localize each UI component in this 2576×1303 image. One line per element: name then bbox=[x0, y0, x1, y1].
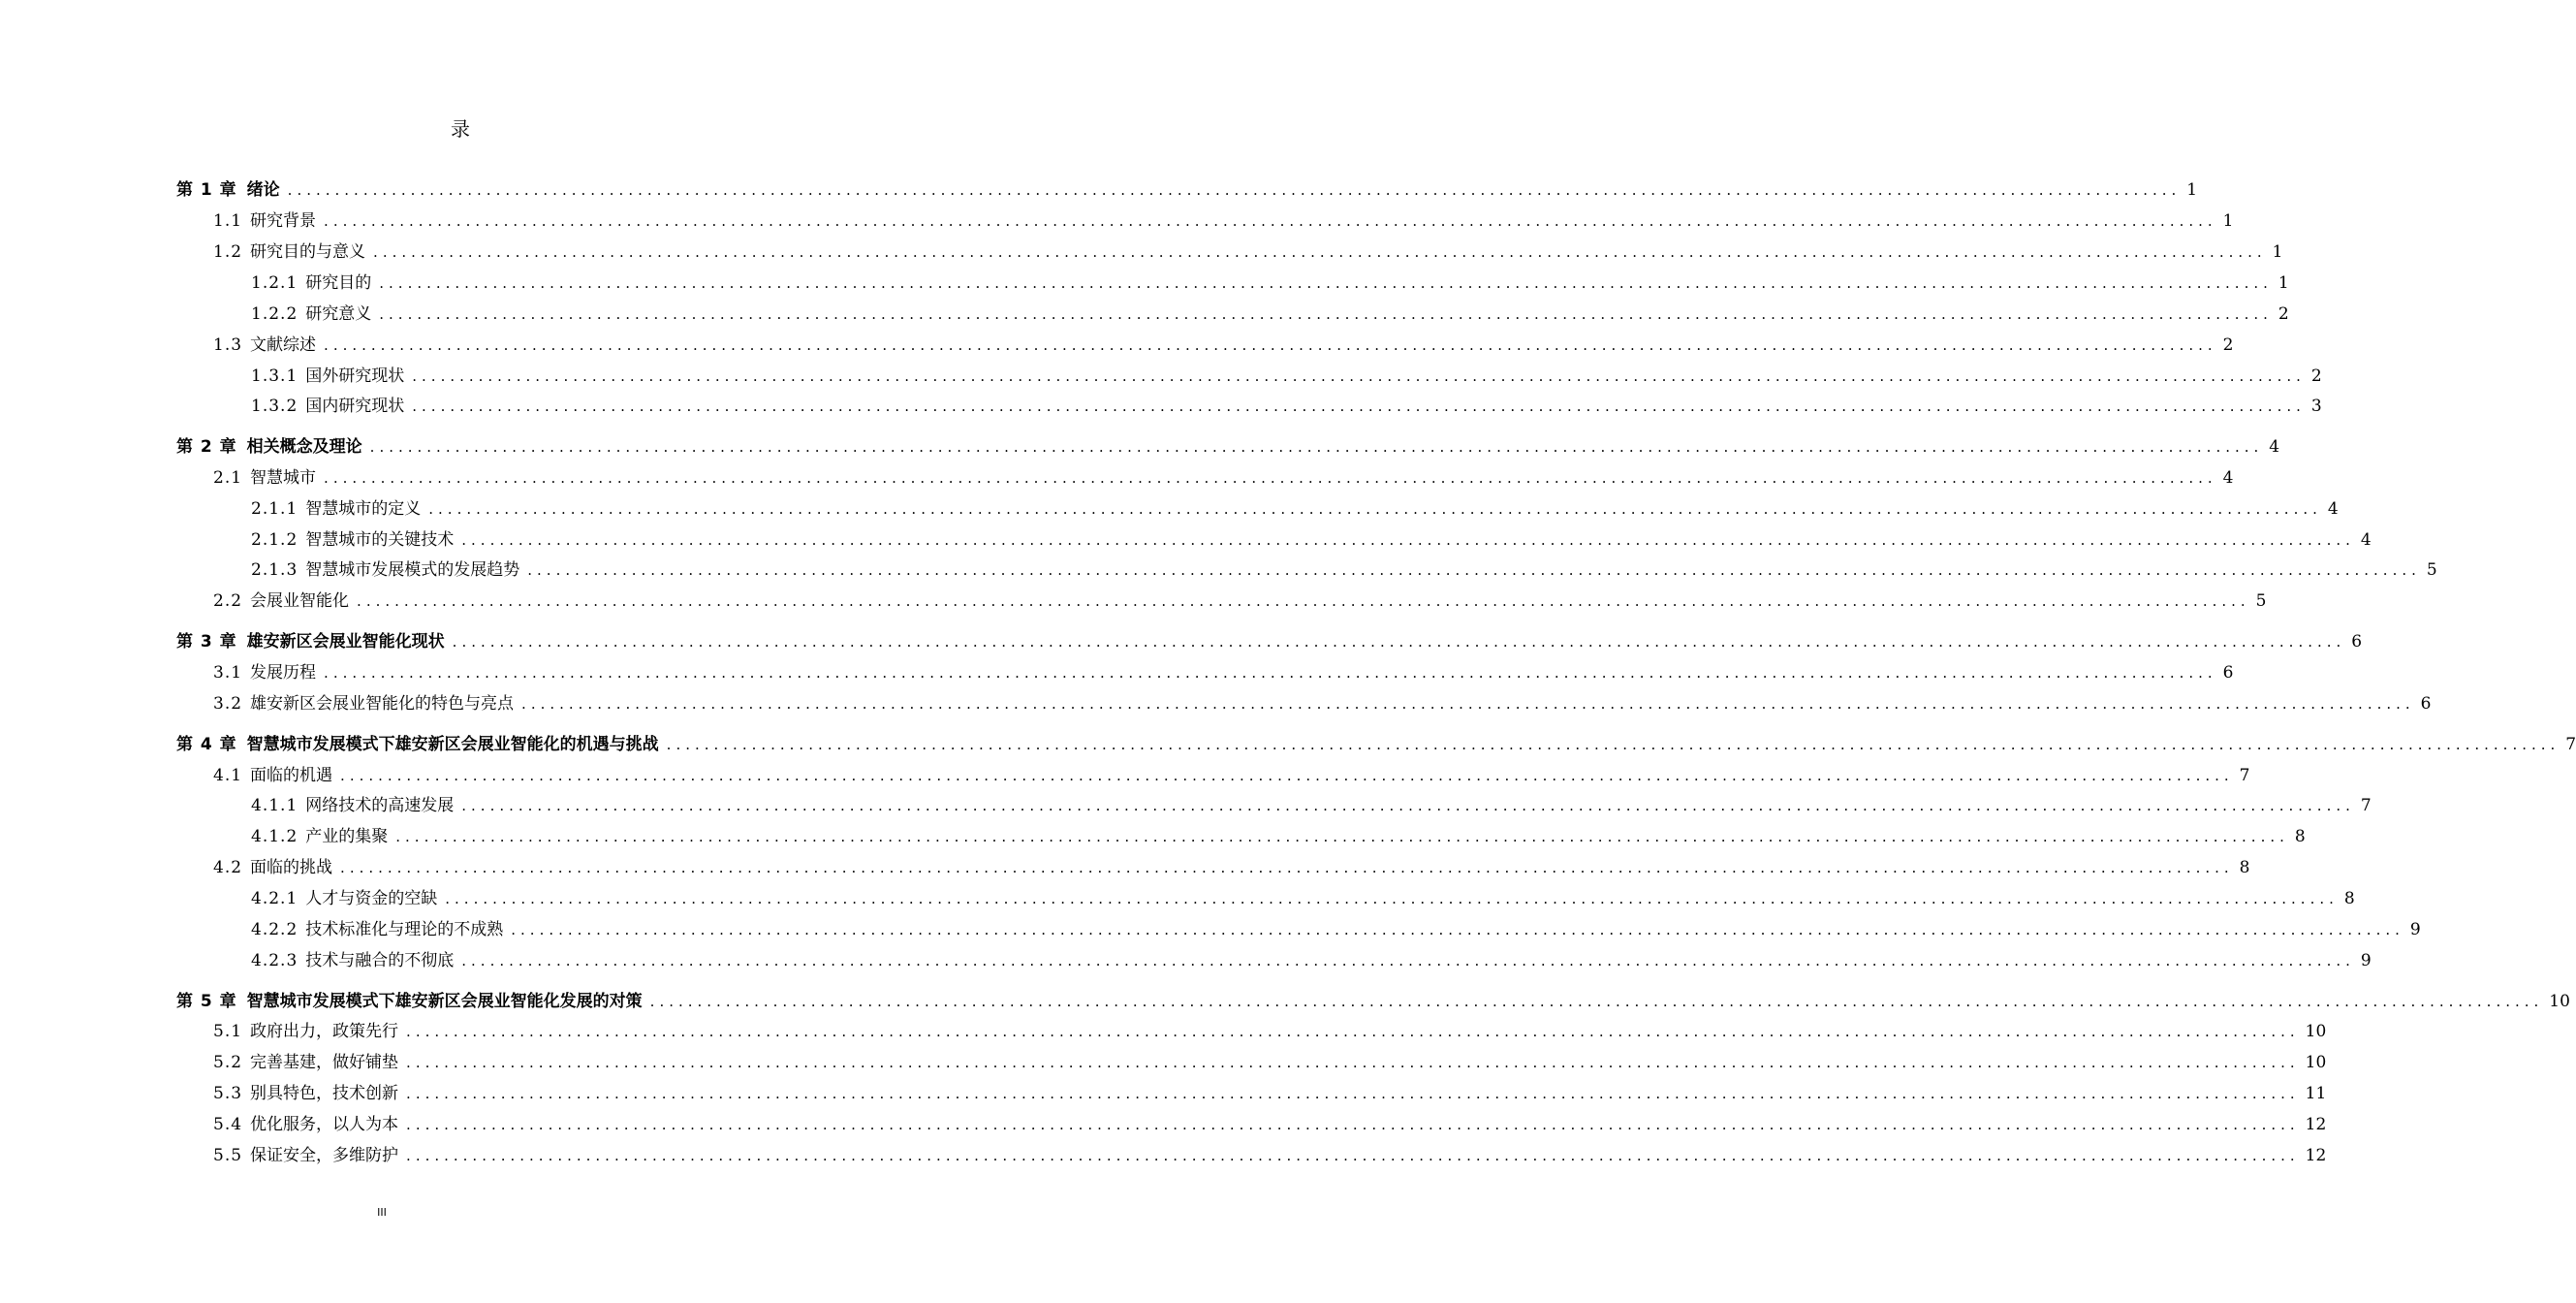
toc-section-entry bbox=[176, 556, 2437, 584]
toc-leader-dots: ........................................................................................................................................................................................................ bbox=[287, 181, 2182, 199]
toc-entry-page: 7 bbox=[2239, 766, 2250, 785]
toc-leader-dots: ........................................................................................................................................................................................................ bbox=[406, 1023, 2300, 1040]
toc-section-entry bbox=[176, 1018, 2327, 1045]
toc-entry-title: 智慧城市发展模式下雄安新区会展业智能化的机遇与挑战 bbox=[246, 735, 659, 754]
toc-section-entry bbox=[176, 301, 2289, 328]
toc-leader-dots: ........................................................................................................................................................................................................ bbox=[406, 1147, 2300, 1164]
toc-entry-title: 绪论 bbox=[246, 180, 280, 200]
toc-entry-number: 3.1 bbox=[213, 663, 243, 683]
toc-entry-number: 5.1 bbox=[213, 1022, 243, 1041]
toc-section-entry bbox=[176, 659, 2234, 686]
toc-leader-dots: ........................................................................................................................................................................................................ bbox=[379, 305, 2273, 323]
toc-entry-number: 4.2.1 bbox=[251, 889, 298, 908]
toc-entry-page: 6 bbox=[2351, 632, 2363, 652]
page-number: III bbox=[377, 1206, 387, 1219]
toc-entry-number: 2.1.1 bbox=[251, 499, 298, 519]
toc-entry-page: 9 bbox=[2360, 951, 2372, 970]
toc-leader-dots: ........................................................................................................................................................................................................ bbox=[406, 1054, 2300, 1071]
toc-entry-title: 技术标准化与理论的不成熟 bbox=[305, 920, 504, 939]
toc-entry-number: 4.1.2 bbox=[251, 827, 298, 846]
toc-entry-title: 智慧城市 bbox=[250, 468, 317, 488]
toc-entry-page: 6 bbox=[2222, 663, 2234, 683]
toc-entry-page: 11 bbox=[2305, 1084, 2327, 1103]
toc-entry-number: 2.1.3 bbox=[251, 560, 298, 580]
toc-leader-dots: ........................................................................................................................................................................................................ bbox=[461, 797, 2355, 814]
toc-leader-dots: ........................................................................................................................................................................................................ bbox=[324, 664, 2217, 682]
toc-section-entry bbox=[176, 332, 2234, 359]
toc-entry-title: 完善基建，做好铺垫 bbox=[250, 1053, 399, 1072]
toc-entry-page: 4 bbox=[2360, 530, 2372, 550]
toc-entry-title: 别具特色，技术创新 bbox=[250, 1084, 399, 1103]
toc-entry-page: 10 bbox=[2305, 1053, 2327, 1072]
toc-section-entry bbox=[176, 207, 2234, 235]
toc-section-entry bbox=[176, 363, 2322, 390]
toc-leader-dots: ........................................................................................................................................................................................................ bbox=[373, 243, 2267, 261]
toc-entry-page: 1 bbox=[2272, 242, 2283, 262]
toc-entry-number: 第 4 章 bbox=[176, 735, 237, 754]
toc-leader-dots: ........................................................................................................................................................................................................ bbox=[428, 500, 2322, 518]
toc-entry-title: 研究背景 bbox=[250, 211, 317, 231]
toc-entry-number: 2.1.2 bbox=[251, 530, 298, 550]
toc-leader-dots: ........................................................................................................................................................................................................ bbox=[324, 469, 2217, 487]
toc-entry-title: 智慧城市发展模式下雄安新区会展业智能化发展的对策 bbox=[246, 992, 643, 1011]
toc-entry-page: 8 bbox=[2294, 827, 2306, 846]
toc-entry-title: 网络技术的高速发展 bbox=[305, 796, 455, 815]
toc-entry-title: 研究意义 bbox=[305, 304, 372, 324]
toc-entry-title: 智慧城市的定义 bbox=[305, 499, 422, 519]
toc-leader-dots: ........................................................................................................................................................................................................ bbox=[406, 1116, 2300, 1133]
toc-entry-title: 研究目的 bbox=[305, 273, 372, 293]
toc-entry-number: 1.3 bbox=[213, 335, 243, 355]
toc-entry-number: 1.1 bbox=[213, 211, 243, 231]
toc-entry-page: 2 bbox=[2222, 335, 2234, 355]
toc-entry-number: 2.2 bbox=[213, 591, 243, 611]
toc-entry-number: 4.2 bbox=[213, 858, 243, 877]
toc-leader-dots: ........................................................................................................................................................................................................ bbox=[666, 736, 2560, 753]
toc-entry-page: 4 bbox=[2327, 499, 2339, 519]
toc-entry-number: 5.4 bbox=[213, 1115, 243, 1134]
toc-entry-title: 优化服务，以人为本 bbox=[250, 1115, 399, 1134]
toc-entry-number: 第 3 章 bbox=[176, 632, 237, 652]
toc-entry-page: 8 bbox=[2343, 889, 2355, 908]
toc-leader-dots: ........................................................................................................................................................................................................ bbox=[340, 859, 2234, 876]
toc-leader-dots: ........................................................................................................................................................................................................ bbox=[452, 633, 2346, 651]
toc-leader-dots: ........................................................................................................................................................................................................ bbox=[406, 1085, 2300, 1102]
toc-entry-page: 4 bbox=[2222, 468, 2234, 488]
toc-entry-page: 5 bbox=[2255, 591, 2267, 611]
toc-section-entry bbox=[176, 854, 2250, 881]
toc-entry-title: 面临的挑战 bbox=[250, 858, 333, 877]
toc-section-entry bbox=[176, 238, 2283, 266]
toc-entry-title: 相关概念及理论 bbox=[246, 437, 362, 457]
toc-title: 录 bbox=[451, 117, 470, 141]
toc-leader-dots: ........................................................................................................................................................................................................ bbox=[461, 952, 2355, 969]
toc-entry-page: 3 bbox=[2310, 397, 2322, 416]
toc-entry-title: 智慧城市发展模式的发展趋势 bbox=[305, 560, 520, 580]
toc-entry-number: 第 2 章 bbox=[176, 437, 237, 457]
toc-leader-dots: ........................................................................................................................................................................................................ bbox=[357, 592, 2250, 610]
toc-section-entry bbox=[176, 823, 2306, 850]
toc-section-entry bbox=[176, 1142, 2327, 1169]
toc-entry-title: 研究目的与意义 bbox=[250, 242, 366, 262]
toc-entry-title: 政府出力，政策先行 bbox=[250, 1022, 399, 1041]
toc-chapter-entry bbox=[176, 988, 2570, 1015]
toc-chapter-entry bbox=[176, 433, 2280, 461]
toc-section-entry bbox=[176, 1111, 2327, 1138]
toc-entry-number: 4.2.2 bbox=[251, 920, 298, 939]
toc-chapter-entry bbox=[176, 731, 2576, 758]
toc-entry-title: 会展业智能化 bbox=[250, 591, 350, 611]
toc-entry-page: 10 bbox=[2549, 992, 2570, 1011]
toc-leader-dots: ........................................................................................................................................................................................................ bbox=[412, 367, 2306, 385]
toc-section-entry bbox=[176, 762, 2250, 789]
toc-entry-number: 4.1 bbox=[213, 766, 243, 785]
toc-section-entry bbox=[176, 1080, 2327, 1107]
toc-entry-page: 2 bbox=[2310, 366, 2322, 386]
toc-entry-number: 1.2 bbox=[213, 242, 243, 262]
toc-leader-dots: ........................................................................................................................................................................................................ bbox=[445, 890, 2339, 907]
toc-entry-number: 3.2 bbox=[213, 694, 243, 714]
toc-entry-number: 4.2.3 bbox=[251, 951, 298, 970]
toc-entry-title: 人才与资金的空缺 bbox=[305, 889, 438, 908]
toc-entry-title: 雄安新区会展业智能化现状 bbox=[246, 632, 445, 652]
toc-section-entry bbox=[176, 588, 2267, 615]
toc-leader-dots: ........................................................................................................................................................................................................ bbox=[324, 212, 2217, 230]
toc-section-entry bbox=[176, 464, 2234, 492]
toc-entry-page: 6 bbox=[2420, 694, 2432, 714]
toc-leader-dots: ........................................................................................................................................................................................................ bbox=[340, 767, 2234, 784]
toc-leader-dots: ........................................................................................................................................................................................................ bbox=[521, 695, 2415, 713]
toc-entry-title: 文献综述 bbox=[250, 335, 317, 355]
toc-section-entry bbox=[176, 792, 2372, 819]
toc-entry-page: 10 bbox=[2305, 1022, 2327, 1041]
toc-leader-dots: ........................................................................................................................................................................................................ bbox=[324, 336, 2217, 354]
toc-leader-dots: ........................................................................................................................................................................................................ bbox=[369, 438, 2264, 456]
toc-leader-dots: ........................................................................................................................................................................................................ bbox=[527, 561, 2421, 579]
toc-entry-title: 技术与融合的不彻底 bbox=[305, 951, 455, 970]
toc-section-entry bbox=[176, 885, 2355, 912]
toc-entry-page: 7 bbox=[2565, 735, 2576, 754]
toc-leader-dots: ........................................................................................................................................................................................................ bbox=[511, 921, 2404, 938]
toc-entry-number: 1.3.2 bbox=[251, 397, 298, 416]
toc-entry-number: 5.3 bbox=[213, 1084, 243, 1103]
toc-entry-number: 第 1 章 bbox=[176, 180, 237, 200]
toc-entry-page: 12 bbox=[2305, 1115, 2327, 1134]
toc-entry-number: 4.1.1 bbox=[251, 796, 298, 815]
toc-entry-number: 2.1 bbox=[213, 468, 243, 488]
toc-section-entry bbox=[176, 947, 2372, 974]
toc-leader-dots: ........................................................................................................................................................................................................ bbox=[461, 531, 2355, 549]
toc-leader-dots: ........................................................................................................................................................................................................ bbox=[379, 274, 2273, 292]
toc-entry-page: 7 bbox=[2360, 796, 2372, 815]
toc-entry-title: 面临的机遇 bbox=[250, 766, 333, 785]
toc-entry-number: 1.2.2 bbox=[251, 304, 298, 324]
toc-entry-title: 发展历程 bbox=[250, 663, 317, 683]
toc-entry-number: 1.3.1 bbox=[251, 366, 298, 386]
toc-entry-page: 4 bbox=[2269, 437, 2280, 457]
toc-entry-title: 智慧城市的关键技术 bbox=[305, 530, 455, 550]
toc-entry-number: 5.2 bbox=[213, 1053, 243, 1072]
toc-entry-page: 1 bbox=[2186, 180, 2198, 200]
toc-leader-dots: ........................................................................................................................................................................................................ bbox=[412, 397, 2306, 415]
toc-entry-number: 第 5 章 bbox=[176, 992, 237, 1011]
toc-section-entry bbox=[176, 393, 2322, 420]
toc-entry-title: 保证安全，多维防护 bbox=[250, 1146, 399, 1165]
toc-entry-page: 1 bbox=[2222, 211, 2234, 231]
toc-entry-number: 5.5 bbox=[213, 1146, 243, 1165]
toc-entry-title: 雄安新区会展业智能化的特色与亮点 bbox=[250, 694, 515, 714]
toc-chapter-entry bbox=[176, 176, 2198, 204]
toc-entry-title: 产业的集聚 bbox=[305, 827, 389, 846]
toc-entry-title: 国内研究现状 bbox=[305, 397, 405, 416]
toc-entry-page: 2 bbox=[2278, 304, 2289, 324]
toc-section-entry bbox=[176, 916, 2421, 943]
toc-entry-title: 国外研究现状 bbox=[305, 366, 405, 386]
toc-section-entry bbox=[176, 526, 2372, 554]
toc-section-entry bbox=[176, 270, 2289, 297]
toc-entry-page: 5 bbox=[2426, 560, 2437, 580]
toc-entry-page: 12 bbox=[2305, 1146, 2327, 1165]
toc-leader-dots: ........................................................................................................................................................................................................ bbox=[395, 828, 2289, 845]
toc-section-entry bbox=[176, 690, 2432, 717]
toc-entry-page: 1 bbox=[2278, 273, 2289, 293]
toc-section-entry bbox=[176, 495, 2339, 523]
toc-entry-number: 1.2.1 bbox=[251, 273, 298, 293]
toc-entry-page: 8 bbox=[2239, 858, 2250, 877]
toc-entry-page: 9 bbox=[2409, 920, 2421, 939]
toc-section-entry bbox=[176, 1049, 2327, 1076]
toc-chapter-entry bbox=[176, 628, 2363, 655]
toc-leader-dots: ........................................................................................................................................................................................................ bbox=[649, 993, 2544, 1010]
